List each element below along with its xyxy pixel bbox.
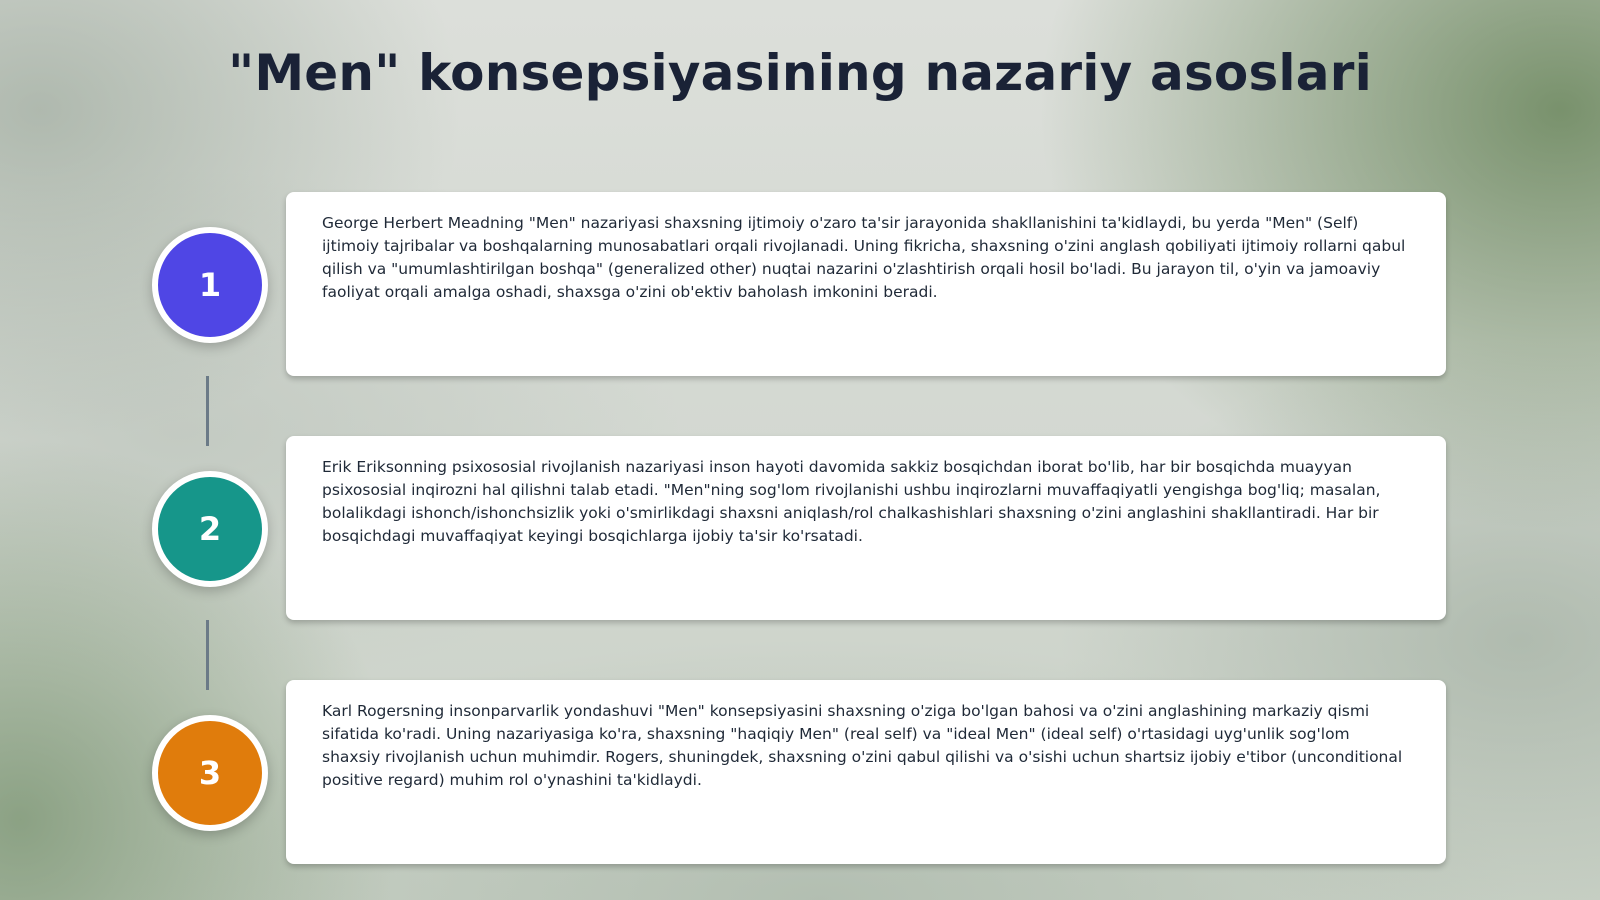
step-1-card: [286, 192, 1446, 376]
step-2-description: Erik Eriksonning psixososial rivojlanish nazariyasi inson hayoti davomida sakkiz bosqichdan iborat bo'lib, har bir bosqichda muayyan psixososial inqirozni hal qilishni talab etadi. "Men"ning sog'lom rivojlanishi ushbu inqirozlarni muvaffaqiyatli yengishga bog'liq; masalan, bolalikdagi ishonch/ishonchsizlik yoki o'smirlikdagi shaxsni aniqlash/rol chalkashishlari shaxsning o'zini anglashini shakllantiradi. Har bir bosqichdagi muvaffaqiyat keyingi bosqichlarga ijobiy ta'sir ko'rsatadi.: [322, 458, 1381, 545]
page-title: "Men" konsepsiyasining nazariy asoslari: [228, 44, 1372, 102]
step-1-description: George Herbert Meadning "Men" nazariyasi shaxsning ijtimoiy o'zaro ta'sir jarayonida shakllanishini ta'kidlaydi, bu yerda "Men" (Self) ijtimoiy tajribalar va boshqalarning munosabatlari orqali rivojlanadi. Uning fikricha, shaxsning o'zini anglash qobiliyati ijtimoiy rollarni qabul qilish va "umumlashtirilgan boshqa" (generalized other) nuqtai nazarini o'zlashtirish orqali hosil bo'ladi. Bu jarayon til, o'yin va jamoaviy faoliyat orqali amalga oshadi, shaxsga o'zini ob'ektiv baholash imkonini beradi.: [322, 214, 1406, 301]
step-1-number-badge: 1: [152, 227, 268, 343]
timeline-connector: [206, 376, 209, 446]
step-2-number-badge: 2: [152, 471, 268, 587]
step-2-card: [286, 436, 1446, 620]
step-3-card: [286, 680, 1446, 864]
step-3-description: Karl Rogersning insonparvarlik yondashuvi "Men" konsepsiyasini shaxsning o'ziga bo'lgan bahosi va o'zini anglashining markaziy qismi sifatida ko'radi. Uning nazariyasiga ko'ra, shaxsning "haqiqiy Men" (real self) va "ideal Men" (ideal self) o'rtasidagi uyg'unlik sog'lom shaxsiy rivojlanish uchun muhimdir. Rogers, shuningdek, shaxsning o'zini qabul qilishi va o'sishi uchun shartsiz ijobiy e'tibor (unconditional positive regard) muhim rol o'ynashini ta'kidlaydi.: [322, 702, 1403, 789]
step-3-number-badge: 3: [152, 715, 268, 831]
timeline-connector: [206, 620, 209, 690]
